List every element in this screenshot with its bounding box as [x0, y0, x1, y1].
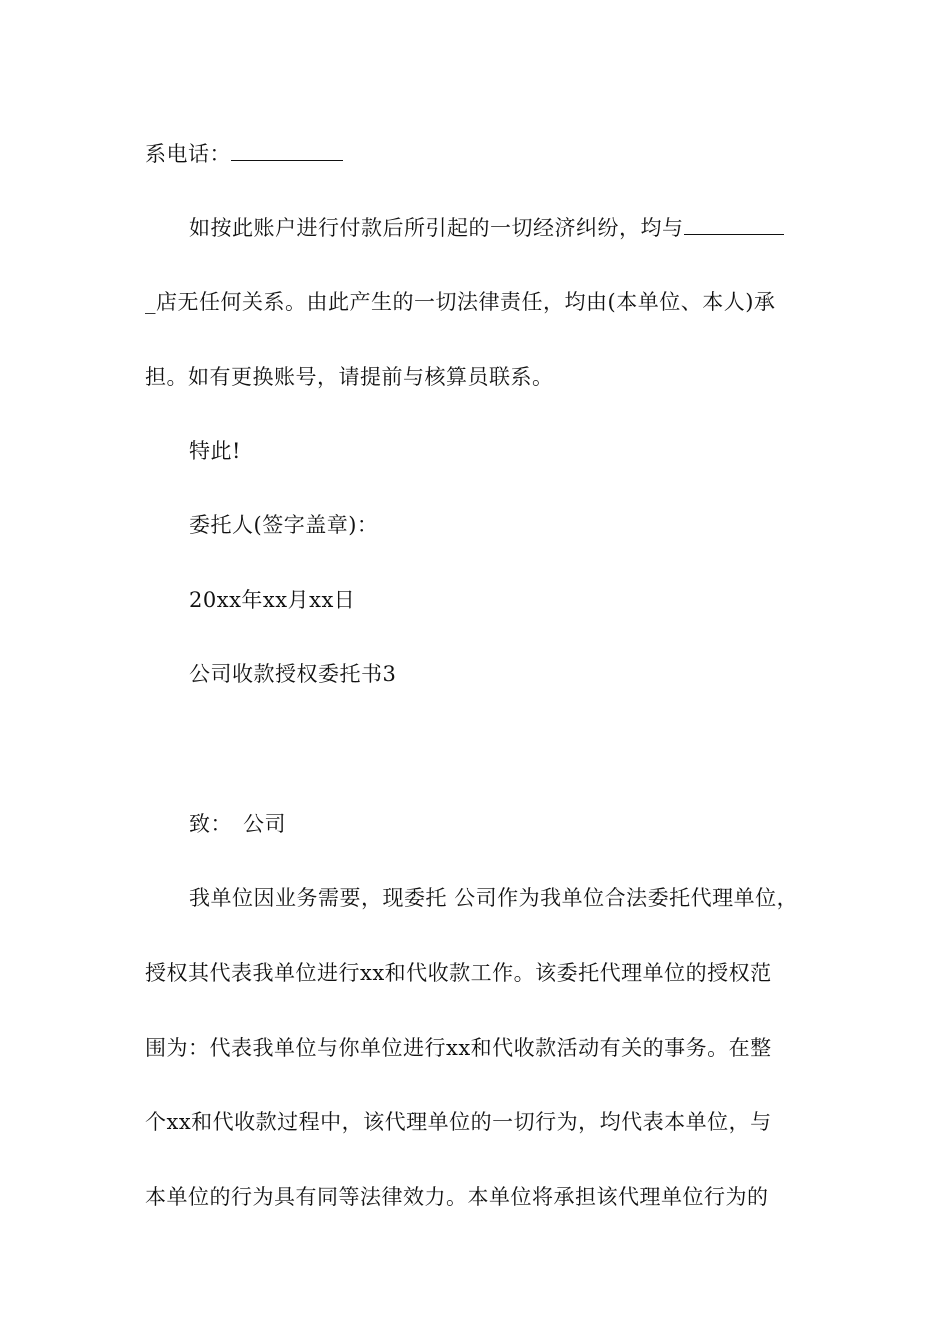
- contact-phone-label: 系电话：: [145, 142, 231, 166]
- contact-phone-blank: [231, 138, 343, 161]
- store-name-blank: [684, 212, 784, 235]
- date-line: 20xx年xx月xx日: [189, 588, 356, 612]
- contact-phone-line: [145, 138, 835, 169]
- paragraph-text: 如按此账户进行付款后所引起的一切经济纠纷，均与: [189, 216, 684, 240]
- paragraph-line: _店无任何关系。由此产生的一切法律责任，均由(本单位、本人)承: [145, 290, 776, 314]
- addressee-line: 致： 公司: [189, 812, 286, 836]
- paragraph-line: 本单位的行为具有同等法律效力。本单位将承担该代理单位行为的: [145, 1185, 769, 1209]
- signature-line: 委托人(签字盖章)：: [189, 513, 379, 537]
- closing-phrase: 特此!: [189, 439, 241, 463]
- paragraph-line: [189, 212, 879, 243]
- paragraph-line: 围为：代表我单位与你单位进行xx和代收款活动有关的事务。在整: [145, 1036, 772, 1060]
- paragraph-line: 个xx和代收款过程中，该代理单位的一切行为，均代表本单位，与: [145, 1110, 772, 1134]
- section-title: 公司收款授权委托书3: [189, 662, 397, 686]
- paragraph-line: 授权其代表我单位进行xx和代收款工作。该委托代理单位的授权范: [145, 961, 772, 985]
- paragraph-line: 担。如有更换账号，请提前与核算员联系。: [145, 365, 554, 389]
- paragraph-line: 我单位因业务需要，现委托 公司作为我单位合法委托代理单位，: [189, 886, 799, 910]
